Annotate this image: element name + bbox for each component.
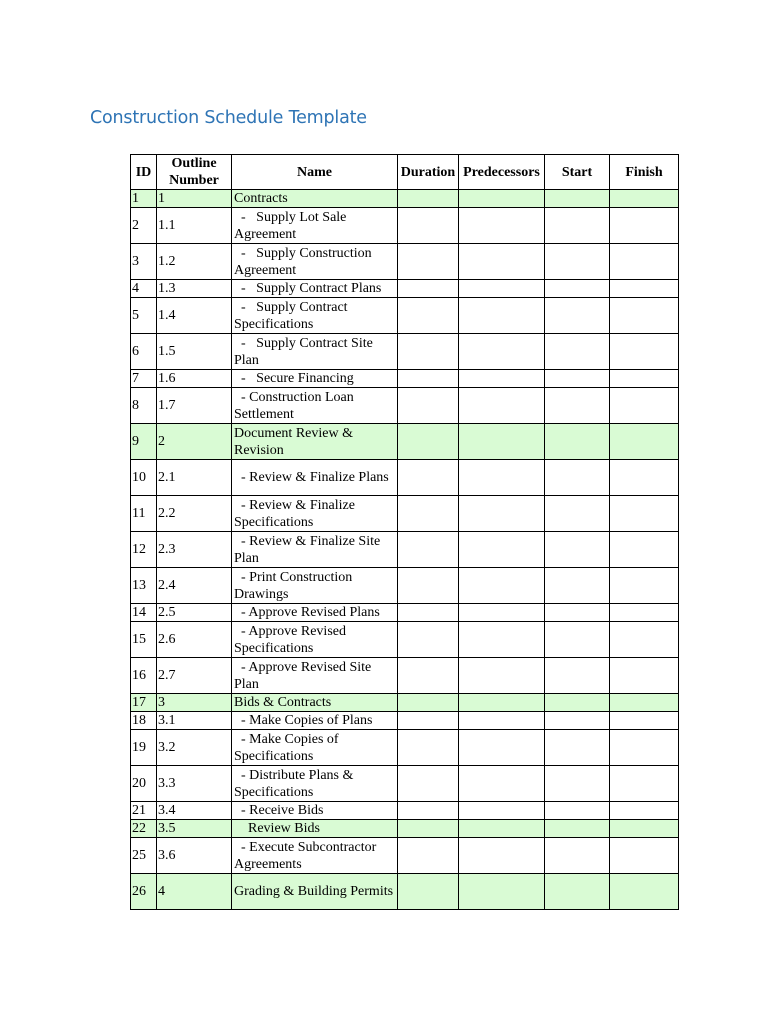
finish-cell: [610, 568, 679, 604]
duration-cell: [398, 460, 459, 496]
construction-schedule-table: [130, 154, 679, 910]
task-name-cell: Contracts: [232, 190, 398, 208]
outline-number-cell: 1.5: [157, 334, 232, 370]
duration-cell: [398, 424, 459, 460]
finish-cell: [610, 730, 679, 766]
task-name-cell: - Supply Lot Sale Agreement: [232, 208, 398, 244]
task-id-cell: 19: [131, 730, 157, 766]
task-id-cell: 11: [131, 496, 157, 532]
summary-task-row: [131, 190, 679, 208]
predecessors-cell: [459, 388, 545, 424]
predecessors-cell: [459, 658, 545, 694]
finish-cell: [610, 496, 679, 532]
duration-cell: [398, 802, 459, 820]
summary-task-row: [131, 874, 679, 910]
outline-number-cell: 2.1: [157, 460, 232, 496]
finish-cell: [610, 532, 679, 568]
outline-number-cell: 2: [157, 424, 232, 460]
task-id-cell: 5: [131, 298, 157, 334]
task-id-cell: 21: [131, 802, 157, 820]
task-id-cell: 14: [131, 604, 157, 622]
summary-task-row: [131, 694, 679, 712]
task-row: [131, 658, 679, 694]
start-cell: [545, 820, 610, 838]
finish-cell: [610, 190, 679, 208]
task-id-cell: 6: [131, 334, 157, 370]
duration-cell: [398, 208, 459, 244]
task-row: [131, 298, 679, 334]
predecessors-cell: [459, 802, 545, 820]
outline-number-cell: 2.6: [157, 622, 232, 658]
task-name-cell: - Supply Contract Site Plan: [232, 334, 398, 370]
duration-cell: [398, 730, 459, 766]
predecessors-cell: [459, 190, 545, 208]
task-name-cell: - Print Construction Drawings: [232, 568, 398, 604]
predecessors-cell: [459, 424, 545, 460]
task-id-cell: 18: [131, 712, 157, 730]
task-id-cell: 15: [131, 622, 157, 658]
finish-cell: [610, 712, 679, 730]
start-cell: [545, 694, 610, 712]
task-name-cell: - Supply Contract Plans: [232, 280, 398, 298]
task-name-cell: - Construction Loan Settlement: [232, 388, 398, 424]
start-cell: [545, 874, 610, 910]
duration-cell: [398, 532, 459, 568]
task-name-cell: - Review & Finalize Specifications: [232, 496, 398, 532]
task-name-cell: - Approve Revised Plans: [232, 604, 398, 622]
task-id-cell: 17: [131, 694, 157, 712]
start-cell: [545, 190, 610, 208]
task-name-cell: - Approve Revised Specifications: [232, 622, 398, 658]
outline-number-cell: 2.4: [157, 568, 232, 604]
task-id-cell: 1: [131, 190, 157, 208]
start-cell: [545, 622, 610, 658]
task-name-cell: Document Review & Revision: [232, 424, 398, 460]
column-header-predecessors: Predecessors: [459, 155, 545, 190]
task-row: [131, 838, 679, 874]
duration-cell: [398, 280, 459, 298]
finish-cell: [610, 658, 679, 694]
duration-cell: [398, 604, 459, 622]
task-name-cell: - Review & Finalize Plans: [232, 460, 398, 496]
finish-cell: [610, 838, 679, 874]
task-row: [131, 460, 679, 496]
outline-number-cell: 2.2: [157, 496, 232, 532]
predecessors-cell: [459, 532, 545, 568]
predecessors-cell: [459, 568, 545, 604]
task-id-cell: 16: [131, 658, 157, 694]
task-id-cell: 4: [131, 280, 157, 298]
task-id-cell: 9: [131, 424, 157, 460]
column-header-outline-number: Outline Number: [157, 155, 232, 190]
finish-cell: [610, 244, 679, 280]
task-id-cell: 2: [131, 208, 157, 244]
task-row: [131, 334, 679, 370]
duration-cell: [398, 838, 459, 874]
predecessors-cell: [459, 460, 545, 496]
predecessors-cell: [459, 370, 545, 388]
task-id-cell: 22: [131, 820, 157, 838]
duration-cell: [398, 820, 459, 838]
outline-number-cell: 3.5: [157, 820, 232, 838]
start-cell: [545, 334, 610, 370]
task-row: [131, 604, 679, 622]
outline-number-cell: 1.1: [157, 208, 232, 244]
task-name-cell: - Make Copies of Plans: [232, 712, 398, 730]
finish-cell: [610, 694, 679, 712]
duration-cell: [398, 298, 459, 334]
task-id-cell: 10: [131, 460, 157, 496]
finish-cell: [610, 424, 679, 460]
column-header-name: Name: [232, 155, 398, 190]
task-row: [131, 388, 679, 424]
task-name-cell: - Supply Contract Specifications: [232, 298, 398, 334]
summary-task-row: [131, 424, 679, 460]
duration-cell: [398, 334, 459, 370]
task-name-cell: - Secure Financing: [232, 370, 398, 388]
predecessors-cell: [459, 874, 545, 910]
duration-cell: [398, 568, 459, 604]
start-cell: [545, 244, 610, 280]
finish-cell: [610, 388, 679, 424]
finish-cell: [610, 622, 679, 658]
finish-cell: [610, 604, 679, 622]
outline-number-cell: 1.6: [157, 370, 232, 388]
duration-cell: [398, 388, 459, 424]
task-row: [131, 802, 679, 820]
task-name-cell: - Make Copies of Specifications: [232, 730, 398, 766]
task-name-cell: - Execute Subcontractor Agreements: [232, 838, 398, 874]
start-cell: [545, 712, 610, 730]
start-cell: [545, 568, 610, 604]
task-id-cell: 12: [131, 532, 157, 568]
finish-cell: [610, 766, 679, 802]
start-cell: [545, 370, 610, 388]
task-id-cell: 3: [131, 244, 157, 280]
column-header-finish: Finish: [610, 155, 679, 190]
predecessors-cell: [459, 334, 545, 370]
start-cell: [545, 532, 610, 568]
task-name-cell: - Supply Construction Agreement: [232, 244, 398, 280]
task-row: [131, 730, 679, 766]
task-name-cell: Grading & Building Permits: [232, 874, 398, 910]
duration-cell: [398, 712, 459, 730]
duration-cell: [398, 874, 459, 910]
duration-cell: [398, 766, 459, 802]
task-id-cell: 25: [131, 838, 157, 874]
task-row: [131, 244, 679, 280]
finish-cell: [610, 874, 679, 910]
duration-cell: [398, 658, 459, 694]
start-cell: [545, 460, 610, 496]
start-cell: [545, 388, 610, 424]
finish-cell: [610, 334, 679, 370]
outline-number-cell: 3.3: [157, 766, 232, 802]
header-row: [131, 155, 679, 190]
predecessors-cell: [459, 622, 545, 658]
outline-number-cell: 3.4: [157, 802, 232, 820]
start-cell: [545, 802, 610, 820]
outline-number-cell: 3.2: [157, 730, 232, 766]
predecessors-cell: [459, 208, 545, 244]
schedule-body: [131, 190, 679, 910]
finish-cell: [610, 208, 679, 244]
task-id-cell: 26: [131, 874, 157, 910]
column-header-id: ID: [131, 155, 157, 190]
summary-task-row: [131, 820, 679, 838]
task-name-cell: - Distribute Plans & Specifications: [232, 766, 398, 802]
predecessors-cell: [459, 820, 545, 838]
start-cell: [545, 766, 610, 802]
duration-cell: [398, 190, 459, 208]
predecessors-cell: [459, 838, 545, 874]
outline-number-cell: 3.1: [157, 712, 232, 730]
start-cell: [545, 496, 610, 532]
outline-number-cell: 3.6: [157, 838, 232, 874]
predecessors-cell: [459, 712, 545, 730]
task-row: [131, 712, 679, 730]
task-row: [131, 568, 679, 604]
start-cell: [545, 604, 610, 622]
task-id-cell: 13: [131, 568, 157, 604]
predecessors-cell: [459, 730, 545, 766]
predecessors-cell: [459, 694, 545, 712]
start-cell: [545, 280, 610, 298]
outline-number-cell: 2.7: [157, 658, 232, 694]
predecessors-cell: [459, 496, 545, 532]
finish-cell: [610, 280, 679, 298]
start-cell: [545, 424, 610, 460]
outline-number-cell: 2.3: [157, 532, 232, 568]
task-row: [131, 532, 679, 568]
duration-cell: [398, 622, 459, 658]
task-name-cell: - Approve Revised Site Plan: [232, 658, 398, 694]
task-row: [131, 370, 679, 388]
finish-cell: [610, 460, 679, 496]
outline-number-cell: 1.3: [157, 280, 232, 298]
start-cell: [545, 838, 610, 874]
task-name-cell: Review Bids: [232, 820, 398, 838]
task-row: [131, 208, 679, 244]
document-title: Construction Schedule Template: [90, 108, 367, 128]
task-name-cell: Bids & Contracts: [232, 694, 398, 712]
start-cell: [545, 298, 610, 334]
task-row: [131, 766, 679, 802]
task-id-cell: 7: [131, 370, 157, 388]
finish-cell: [610, 370, 679, 388]
duration-cell: [398, 370, 459, 388]
predecessors-cell: [459, 280, 545, 298]
outline-number-cell: 1.2: [157, 244, 232, 280]
task-id-cell: 20: [131, 766, 157, 802]
outline-number-cell: 1.4: [157, 298, 232, 334]
predecessors-cell: [459, 244, 545, 280]
start-cell: [545, 208, 610, 244]
task-id-cell: 8: [131, 388, 157, 424]
column-header-duration: Duration: [398, 155, 459, 190]
duration-cell: [398, 244, 459, 280]
task-row: [131, 496, 679, 532]
outline-number-cell: 3: [157, 694, 232, 712]
outline-number-cell: 2.5: [157, 604, 232, 622]
duration-cell: [398, 496, 459, 532]
predecessors-cell: [459, 604, 545, 622]
finish-cell: [610, 298, 679, 334]
task-name-cell: - Receive Bids: [232, 802, 398, 820]
start-cell: [545, 658, 610, 694]
column-header-start: Start: [545, 155, 610, 190]
finish-cell: [610, 820, 679, 838]
finish-cell: [610, 802, 679, 820]
predecessors-cell: [459, 766, 545, 802]
outline-number-cell: 1.7: [157, 388, 232, 424]
predecessors-cell: [459, 298, 545, 334]
outline-number-cell: 1: [157, 190, 232, 208]
task-row: [131, 622, 679, 658]
task-name-cell: - Review & Finalize Site Plan: [232, 532, 398, 568]
start-cell: [545, 730, 610, 766]
duration-cell: [398, 694, 459, 712]
task-row: [131, 280, 679, 298]
outline-number-cell: 4: [157, 874, 232, 910]
